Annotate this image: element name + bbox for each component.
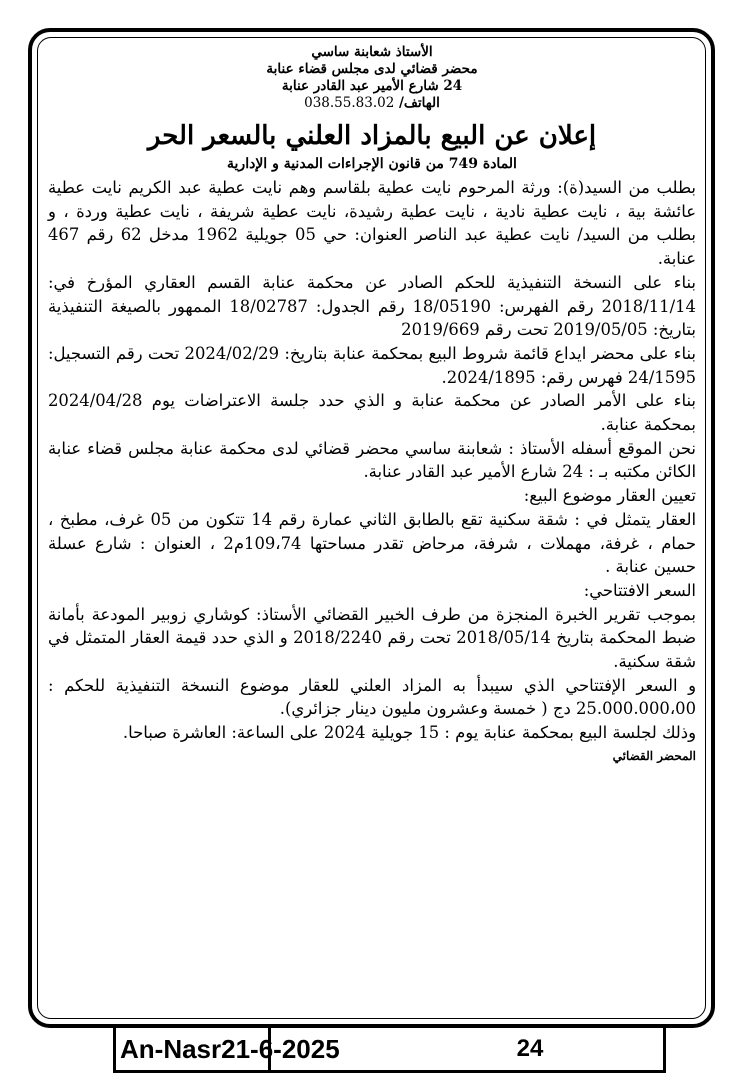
paragraph-signatory: نحن الموقع أسفله الأستاذ : شعابنة ساسي محضر قضائي لدى محكمة عنابة مجلس قضاء عنابة الكائن مكتبه بـ : 24 شارع الأمير عبد القادر عنابة.	[48, 438, 696, 482]
bailiff-phone-line	[48, 95, 696, 112]
paragraph-objections: بناء على الأمر الصادر عن محكمة عنابة و الذي حدد جلسة الاعتراضات يوم 2024/04/28 بمحكمة عنابة.	[48, 391, 696, 435]
bailiff-name: الأستاذ شعابنة ساسي	[311, 44, 433, 60]
phone-label: الهاتف/	[399, 95, 440, 111]
signature: المحضر القضائي	[612, 748, 696, 763]
paragraph-requesters: بطلب من السيد(ة): ورثة المرحوم نايت عطية بلقاسم وهم نايت عطية عبد الكريم نايت عطية عائشة بية ، نايت عطية نادية ، نايت عطية رشيدة، نايت عطية شريفة ، نايت عطية وردة ، و بطلب من السيد/ نايت عطية عبد الناصر العنوان: حي 05 جويلية 1962 مدخل 62 رقم 467 عنابة.	[48, 178, 696, 269]
page-number: 24	[516, 1035, 544, 1062]
law-reference: المادة 749 من قانون الإجراءات المدنية و الإدارية	[227, 156, 517, 172]
paragraph-session: وذلك لجلسة البيع بمحكمة عنابة يوم : 15 جويلية 2024 على الساعة: العاشرة صباحا.	[122, 723, 696, 743]
announcement	[48, 44, 696, 763]
paragraph-judgment: بناء على النسخة التنفيذية للحكم الصادر عن محكمة عنابة القسم العقاري المؤرخ في: 2018/11/14 رقم الفهرس: 18/05190 رقم الجدول: 18/02787 الممهور بالصيغة التنفيذية بتاريخ: 2019/05/05 تحت رقم 2019/669	[48, 272, 696, 340]
newspaper-date: An-Nasr21-6-2025	[120, 1034, 340, 1064]
heading-property: تعيين العقار موضوع البيع:	[523, 486, 696, 506]
heading-opening-price: السعر الافتتاحي:	[583, 580, 696, 600]
bailiff-header	[48, 44, 696, 112]
announcement-body	[48, 176, 696, 745]
bailiff-role: محضر قضائي لدى مجلس قضاء عنابة	[266, 61, 478, 77]
paragraph-expertise: بموجب تقرير الخبرة المنجزة من طرف الخبير القضائي الأستاذ: كوشاري زوبير المودعة بأمانة ضبط المحكمة بتاريخ 2018/05/14 تحت رقم 2018/2240 و الذي حدد قيمة العقار المتمثل في شقة سكنية.	[48, 604, 697, 672]
phone-number: 038.55.83.02	[304, 95, 395, 111]
bailiff-address: 24 شارع الأمير عبد القادر عنابة	[281, 78, 463, 94]
paragraph-conditions: بناء على محضر ايداع قائمة شروط البيع بمحكمة عنابة بتاريخ: 2024/02/29 تحت رقم التسجيل: 24/1595 فهرس رقم: 2024/1895.	[48, 343, 696, 387]
announcement-title: إعلان عن البيع بالمزاد العلني بالسعر الحر	[147, 121, 597, 151]
paragraph-property: العقار يتمثل في : شقة سكنية تقع بالطابق الثاني عمارة رقم 14 تتكون من 05 غرف، مطبخ ، حمام ، غرفة، مهملات ، شرفة، مرحاض تقدر مساحتها 109،74م2 ، العنوان : شارع عسلة حسين عنابة .	[48, 509, 696, 577]
paragraph-price: و السعر الإفتتاحي الذي سيبدأ به المزاد العلني للعقار موضوع النسخة التنفيذية للحكم : 25.000.000،00 دج ( خمسة وعشرون مليون دينار جزائري).	[48, 675, 696, 719]
